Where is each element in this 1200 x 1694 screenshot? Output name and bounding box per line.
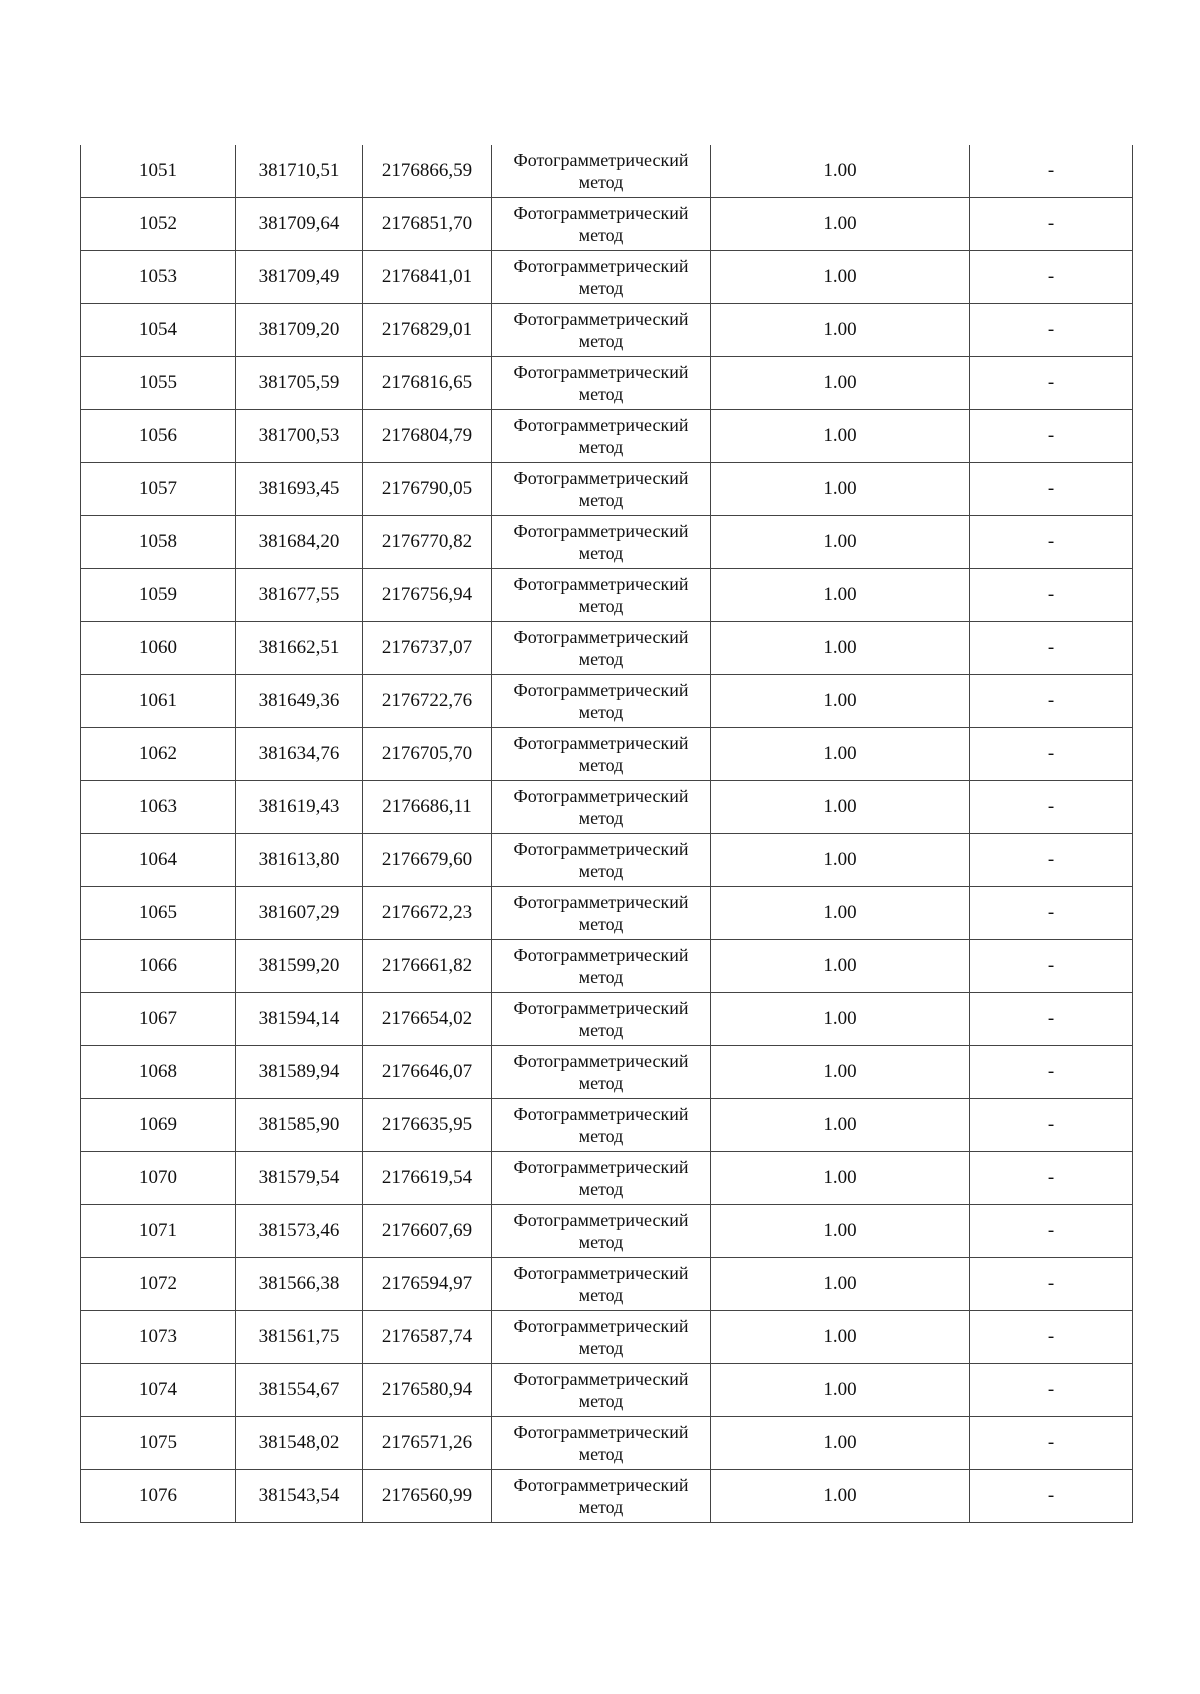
method-cell xyxy=(492,198,711,251)
point-number-cell: 1070 xyxy=(81,1152,236,1205)
note-cell: - xyxy=(970,781,1133,834)
table-row xyxy=(81,463,1133,516)
method-cell xyxy=(492,1470,711,1523)
point-number-cell: 1063 xyxy=(81,781,236,834)
accuracy-cell: 1.00 xyxy=(711,1311,970,1364)
method-cell xyxy=(492,569,711,622)
method-cell xyxy=(492,993,711,1046)
point-number-cell: 1074 xyxy=(81,1364,236,1417)
point-number-cell: 1068 xyxy=(81,1046,236,1099)
method-cell xyxy=(492,251,711,304)
method-text-line1: Фотограмметрический xyxy=(513,839,689,859)
y-coordinate-cell: 2176756,94 xyxy=(363,569,492,622)
table-row xyxy=(81,516,1133,569)
point-number-cell: 1069 xyxy=(81,1099,236,1152)
method-text-line1: Фотограмметрический xyxy=(513,1051,689,1071)
y-coordinate-cell: 2176722,76 xyxy=(363,675,492,728)
y-coordinate-cell: 2176594,97 xyxy=(363,1258,492,1311)
method-text-line1: Фотограмметрический xyxy=(513,468,689,488)
table-body xyxy=(81,145,1133,1523)
y-coordinate-cell: 2176654,02 xyxy=(363,993,492,1046)
y-coordinate-cell: 2176829,01 xyxy=(363,304,492,357)
y-coordinate-cell: 2176841,01 xyxy=(363,251,492,304)
y-coordinate-cell: 2176686,11 xyxy=(363,781,492,834)
x-coordinate-cell: 381693,45 xyxy=(236,463,363,516)
method-text-line2: метод xyxy=(578,437,624,457)
x-coordinate-cell: 381677,55 xyxy=(236,569,363,622)
y-coordinate-cell: 2176587,74 xyxy=(363,1311,492,1364)
table-row xyxy=(81,1311,1133,1364)
note-cell: - xyxy=(970,728,1133,781)
method-cell xyxy=(492,1258,711,1311)
y-coordinate-cell: 2176770,82 xyxy=(363,516,492,569)
method-text-line2: метод xyxy=(578,331,624,351)
note-cell: - xyxy=(970,887,1133,940)
point-number-cell: 1065 xyxy=(81,887,236,940)
accuracy-cell: 1.00 xyxy=(711,251,970,304)
point-number-cell: 1060 xyxy=(81,622,236,675)
point-number-cell: 1052 xyxy=(81,198,236,251)
note-cell: - xyxy=(970,198,1133,251)
method-cell xyxy=(492,410,711,463)
method-text-line2: метод xyxy=(578,1444,624,1464)
table-row xyxy=(81,781,1133,834)
method-text-line1: Фотограмметрический xyxy=(513,1422,689,1442)
point-number-cell: 1056 xyxy=(81,410,236,463)
note-cell: - xyxy=(970,1046,1133,1099)
method-text-line1: Фотограмметрический xyxy=(513,1369,689,1389)
accuracy-cell: 1.00 xyxy=(711,675,970,728)
point-number-cell: 1057 xyxy=(81,463,236,516)
y-coordinate-cell: 2176679,60 xyxy=(363,834,492,887)
accuracy-cell: 1.00 xyxy=(711,1258,970,1311)
x-coordinate-cell: 381709,20 xyxy=(236,304,363,357)
table-row xyxy=(81,1470,1133,1523)
point-number-cell: 1053 xyxy=(81,251,236,304)
note-cell: - xyxy=(970,304,1133,357)
method-cell xyxy=(492,887,711,940)
accuracy-cell: 1.00 xyxy=(711,410,970,463)
accuracy-cell: 1.00 xyxy=(711,1470,970,1523)
method-text-line1: Фотограмметрический xyxy=(513,1104,689,1124)
x-coordinate-cell: 381619,43 xyxy=(236,781,363,834)
table-row xyxy=(81,940,1133,993)
method-text-line2: метод xyxy=(578,172,624,192)
accuracy-cell: 1.00 xyxy=(711,198,970,251)
note-cell: - xyxy=(970,251,1133,304)
method-text-line2: метод xyxy=(578,384,624,404)
method-text-line1: Фотограмметрический xyxy=(513,1263,689,1283)
table-row xyxy=(81,304,1133,357)
method-text-line2: метод xyxy=(578,967,624,987)
x-coordinate-cell: 381554,67 xyxy=(236,1364,363,1417)
table-row xyxy=(81,145,1133,198)
y-coordinate-cell: 2176816,65 xyxy=(363,357,492,410)
point-number-cell: 1054 xyxy=(81,304,236,357)
x-coordinate-cell: 381662,51 xyxy=(236,622,363,675)
table-row xyxy=(81,993,1133,1046)
point-number-cell: 1072 xyxy=(81,1258,236,1311)
table-row xyxy=(81,569,1133,622)
method-cell xyxy=(492,357,711,410)
point-number-cell: 1055 xyxy=(81,357,236,410)
accuracy-cell: 1.00 xyxy=(711,1417,970,1470)
point-number-cell: 1066 xyxy=(81,940,236,993)
point-number-cell: 1071 xyxy=(81,1205,236,1258)
y-coordinate-cell: 2176672,23 xyxy=(363,887,492,940)
method-text-line1: Фотограмметрический xyxy=(513,786,689,806)
point-number-cell: 1062 xyxy=(81,728,236,781)
x-coordinate-cell: 381709,64 xyxy=(236,198,363,251)
accuracy-cell: 1.00 xyxy=(711,145,970,198)
method-text-line1: Фотограмметрический xyxy=(513,1316,689,1336)
table-row xyxy=(81,1205,1133,1258)
note-cell: - xyxy=(970,1311,1133,1364)
accuracy-cell: 1.00 xyxy=(711,1152,970,1205)
note-cell: - xyxy=(970,1258,1133,1311)
accuracy-cell: 1.00 xyxy=(711,993,970,1046)
method-cell xyxy=(492,1099,711,1152)
point-number-cell: 1064 xyxy=(81,834,236,887)
accuracy-cell: 1.00 xyxy=(711,569,970,622)
method-text-line1: Фотограмметрический xyxy=(513,574,689,594)
y-coordinate-cell: 2176580,94 xyxy=(363,1364,492,1417)
table-row xyxy=(81,1417,1133,1470)
method-text-line1: Фотограмметрический xyxy=(513,627,689,647)
table-row xyxy=(81,887,1133,940)
table-row xyxy=(81,1364,1133,1417)
y-coordinate-cell: 2176646,07 xyxy=(363,1046,492,1099)
point-number-cell: 1059 xyxy=(81,569,236,622)
method-text-line2: метод xyxy=(578,861,624,881)
method-text-line1: Фотограмметрический xyxy=(513,203,689,223)
method-cell xyxy=(492,622,711,675)
table-row xyxy=(81,1099,1133,1152)
point-number-cell: 1067 xyxy=(81,993,236,1046)
y-coordinate-cell: 2176851,70 xyxy=(363,198,492,251)
x-coordinate-cell: 381613,80 xyxy=(236,834,363,887)
note-cell: - xyxy=(970,569,1133,622)
x-coordinate-cell: 381709,49 xyxy=(236,251,363,304)
method-text-line2: метод xyxy=(578,278,624,298)
accuracy-cell: 1.00 xyxy=(711,887,970,940)
method-text-line1: Фотограмметрический xyxy=(513,892,689,912)
accuracy-cell: 1.00 xyxy=(711,1046,970,1099)
point-number-cell: 1073 xyxy=(81,1311,236,1364)
method-cell xyxy=(492,834,711,887)
method-text-line2: метод xyxy=(578,1391,624,1411)
table-row xyxy=(81,675,1133,728)
note-cell: - xyxy=(970,940,1133,993)
y-coordinate-cell: 2176571,26 xyxy=(363,1417,492,1470)
method-text-line1: Фотограмметрический xyxy=(513,256,689,276)
point-number-cell: 1061 xyxy=(81,675,236,728)
method-text-line2: метод xyxy=(578,808,624,828)
y-coordinate-cell: 2176790,05 xyxy=(363,463,492,516)
note-cell: - xyxy=(970,410,1133,463)
y-coordinate-cell: 2176560,99 xyxy=(363,1470,492,1523)
x-coordinate-cell: 381607,29 xyxy=(236,887,363,940)
table-row xyxy=(81,410,1133,463)
method-text-line1: Фотограмметрический xyxy=(513,1157,689,1177)
accuracy-cell: 1.00 xyxy=(711,728,970,781)
x-coordinate-cell: 381599,20 xyxy=(236,940,363,993)
x-coordinate-cell: 381594,14 xyxy=(236,993,363,1046)
x-coordinate-cell: 381573,46 xyxy=(236,1205,363,1258)
method-cell xyxy=(492,516,711,569)
table-row xyxy=(81,834,1133,887)
method-text-line2: метод xyxy=(578,1179,624,1199)
note-cell: - xyxy=(970,145,1133,198)
method-text-line2: метод xyxy=(578,702,624,722)
method-text-line1: Фотограмметрический xyxy=(513,362,689,382)
x-coordinate-cell: 381700,53 xyxy=(236,410,363,463)
method-text-line1: Фотограмметрический xyxy=(513,415,689,435)
x-coordinate-cell: 381561,75 xyxy=(236,1311,363,1364)
method-cell xyxy=(492,145,711,198)
y-coordinate-cell: 2176737,07 xyxy=(363,622,492,675)
y-coordinate-cell: 2176866,59 xyxy=(363,145,492,198)
method-text-line2: метод xyxy=(578,1020,624,1040)
note-cell: - xyxy=(970,516,1133,569)
method-cell xyxy=(492,1152,711,1205)
method-cell xyxy=(492,675,711,728)
point-number-cell: 1058 xyxy=(81,516,236,569)
x-coordinate-cell: 381634,76 xyxy=(236,728,363,781)
table-row xyxy=(81,198,1133,251)
method-text-line1: Фотограмметрический xyxy=(513,680,689,700)
method-text-line1: Фотограмметрический xyxy=(513,521,689,541)
x-coordinate-cell: 381589,94 xyxy=(236,1046,363,1099)
x-coordinate-cell: 381705,59 xyxy=(236,357,363,410)
method-text-line2: метод xyxy=(578,225,624,245)
method-text-line2: метод xyxy=(578,649,624,669)
method-text-line1: Фотограмметрический xyxy=(513,309,689,329)
note-cell: - xyxy=(970,675,1133,728)
table-row xyxy=(81,1046,1133,1099)
accuracy-cell: 1.00 xyxy=(711,304,970,357)
table-row xyxy=(81,622,1133,675)
note-cell: - xyxy=(970,1099,1133,1152)
note-cell: - xyxy=(970,834,1133,887)
table-row xyxy=(81,728,1133,781)
method-text-line1: Фотограмметрический xyxy=(513,733,689,753)
accuracy-cell: 1.00 xyxy=(711,834,970,887)
method-cell xyxy=(492,1364,711,1417)
method-text-line2: метод xyxy=(578,1285,624,1305)
x-coordinate-cell: 381579,54 xyxy=(236,1152,363,1205)
accuracy-cell: 1.00 xyxy=(711,1099,970,1152)
y-coordinate-cell: 2176804,79 xyxy=(363,410,492,463)
table-row xyxy=(81,251,1133,304)
x-coordinate-cell: 381649,36 xyxy=(236,675,363,728)
table-row xyxy=(81,357,1133,410)
method-cell xyxy=(492,1311,711,1364)
y-coordinate-cell: 2176661,82 xyxy=(363,940,492,993)
method-text-line2: метод xyxy=(578,755,624,775)
method-text-line2: метод xyxy=(578,914,624,934)
accuracy-cell: 1.00 xyxy=(711,463,970,516)
x-coordinate-cell: 381710,51 xyxy=(236,145,363,198)
method-text-line2: метод xyxy=(578,1338,624,1358)
method-text-line2: метод xyxy=(578,1497,624,1517)
x-coordinate-cell: 381585,90 xyxy=(236,1099,363,1152)
accuracy-cell: 1.00 xyxy=(711,357,970,410)
accuracy-cell: 1.00 xyxy=(711,1205,970,1258)
method-cell xyxy=(492,781,711,834)
table-row xyxy=(81,1258,1133,1311)
accuracy-cell: 1.00 xyxy=(711,516,970,569)
table-row xyxy=(81,1152,1133,1205)
note-cell: - xyxy=(970,1152,1133,1205)
method-text-line2: метод xyxy=(578,1073,624,1093)
note-cell: - xyxy=(970,993,1133,1046)
accuracy-cell: 1.00 xyxy=(711,781,970,834)
accuracy-cell: 1.00 xyxy=(711,622,970,675)
method-cell xyxy=(492,728,711,781)
note-cell: - xyxy=(970,1205,1133,1258)
x-coordinate-cell: 381566,38 xyxy=(236,1258,363,1311)
method-text-line2: метод xyxy=(578,1126,624,1146)
note-cell: - xyxy=(970,463,1133,516)
y-coordinate-cell: 2176705,70 xyxy=(363,728,492,781)
method-cell xyxy=(492,1417,711,1470)
method-cell xyxy=(492,940,711,993)
y-coordinate-cell: 2176619,54 xyxy=(363,1152,492,1205)
accuracy-cell: 1.00 xyxy=(711,940,970,993)
method-text-line1: Фотограмметрический xyxy=(513,998,689,1018)
method-text-line1: Фотограмметрический xyxy=(513,945,689,965)
method-text-line1: Фотограмметрический xyxy=(513,1475,689,1495)
note-cell: - xyxy=(970,1364,1133,1417)
note-cell: - xyxy=(970,1417,1133,1470)
method-cell xyxy=(492,463,711,516)
y-coordinate-cell: 2176635,95 xyxy=(363,1099,492,1152)
x-coordinate-cell: 381684,20 xyxy=(236,516,363,569)
method-text-line1: Фотограмметрический xyxy=(513,150,689,170)
point-number-cell: 1076 xyxy=(81,1470,236,1523)
x-coordinate-cell: 381543,54 xyxy=(236,1470,363,1523)
method-text-line1: Фотограмметрический xyxy=(513,1210,689,1230)
x-coordinate-cell: 381548,02 xyxy=(236,1417,363,1470)
point-number-cell: 1075 xyxy=(81,1417,236,1470)
method-text-line2: метод xyxy=(578,1232,624,1252)
note-cell: - xyxy=(970,357,1133,410)
note-cell: - xyxy=(970,622,1133,675)
method-cell xyxy=(492,304,711,357)
accuracy-cell: 1.00 xyxy=(711,1364,970,1417)
method-cell xyxy=(492,1205,711,1258)
coordinates-table xyxy=(80,145,1133,1523)
note-cell: - xyxy=(970,1470,1133,1523)
point-number-cell: 1051 xyxy=(81,145,236,198)
method-cell xyxy=(492,1046,711,1099)
method-text-line2: метод xyxy=(578,596,624,616)
y-coordinate-cell: 2176607,69 xyxy=(363,1205,492,1258)
method-text-line2: метод xyxy=(578,490,624,510)
method-text-line2: метод xyxy=(578,543,624,563)
